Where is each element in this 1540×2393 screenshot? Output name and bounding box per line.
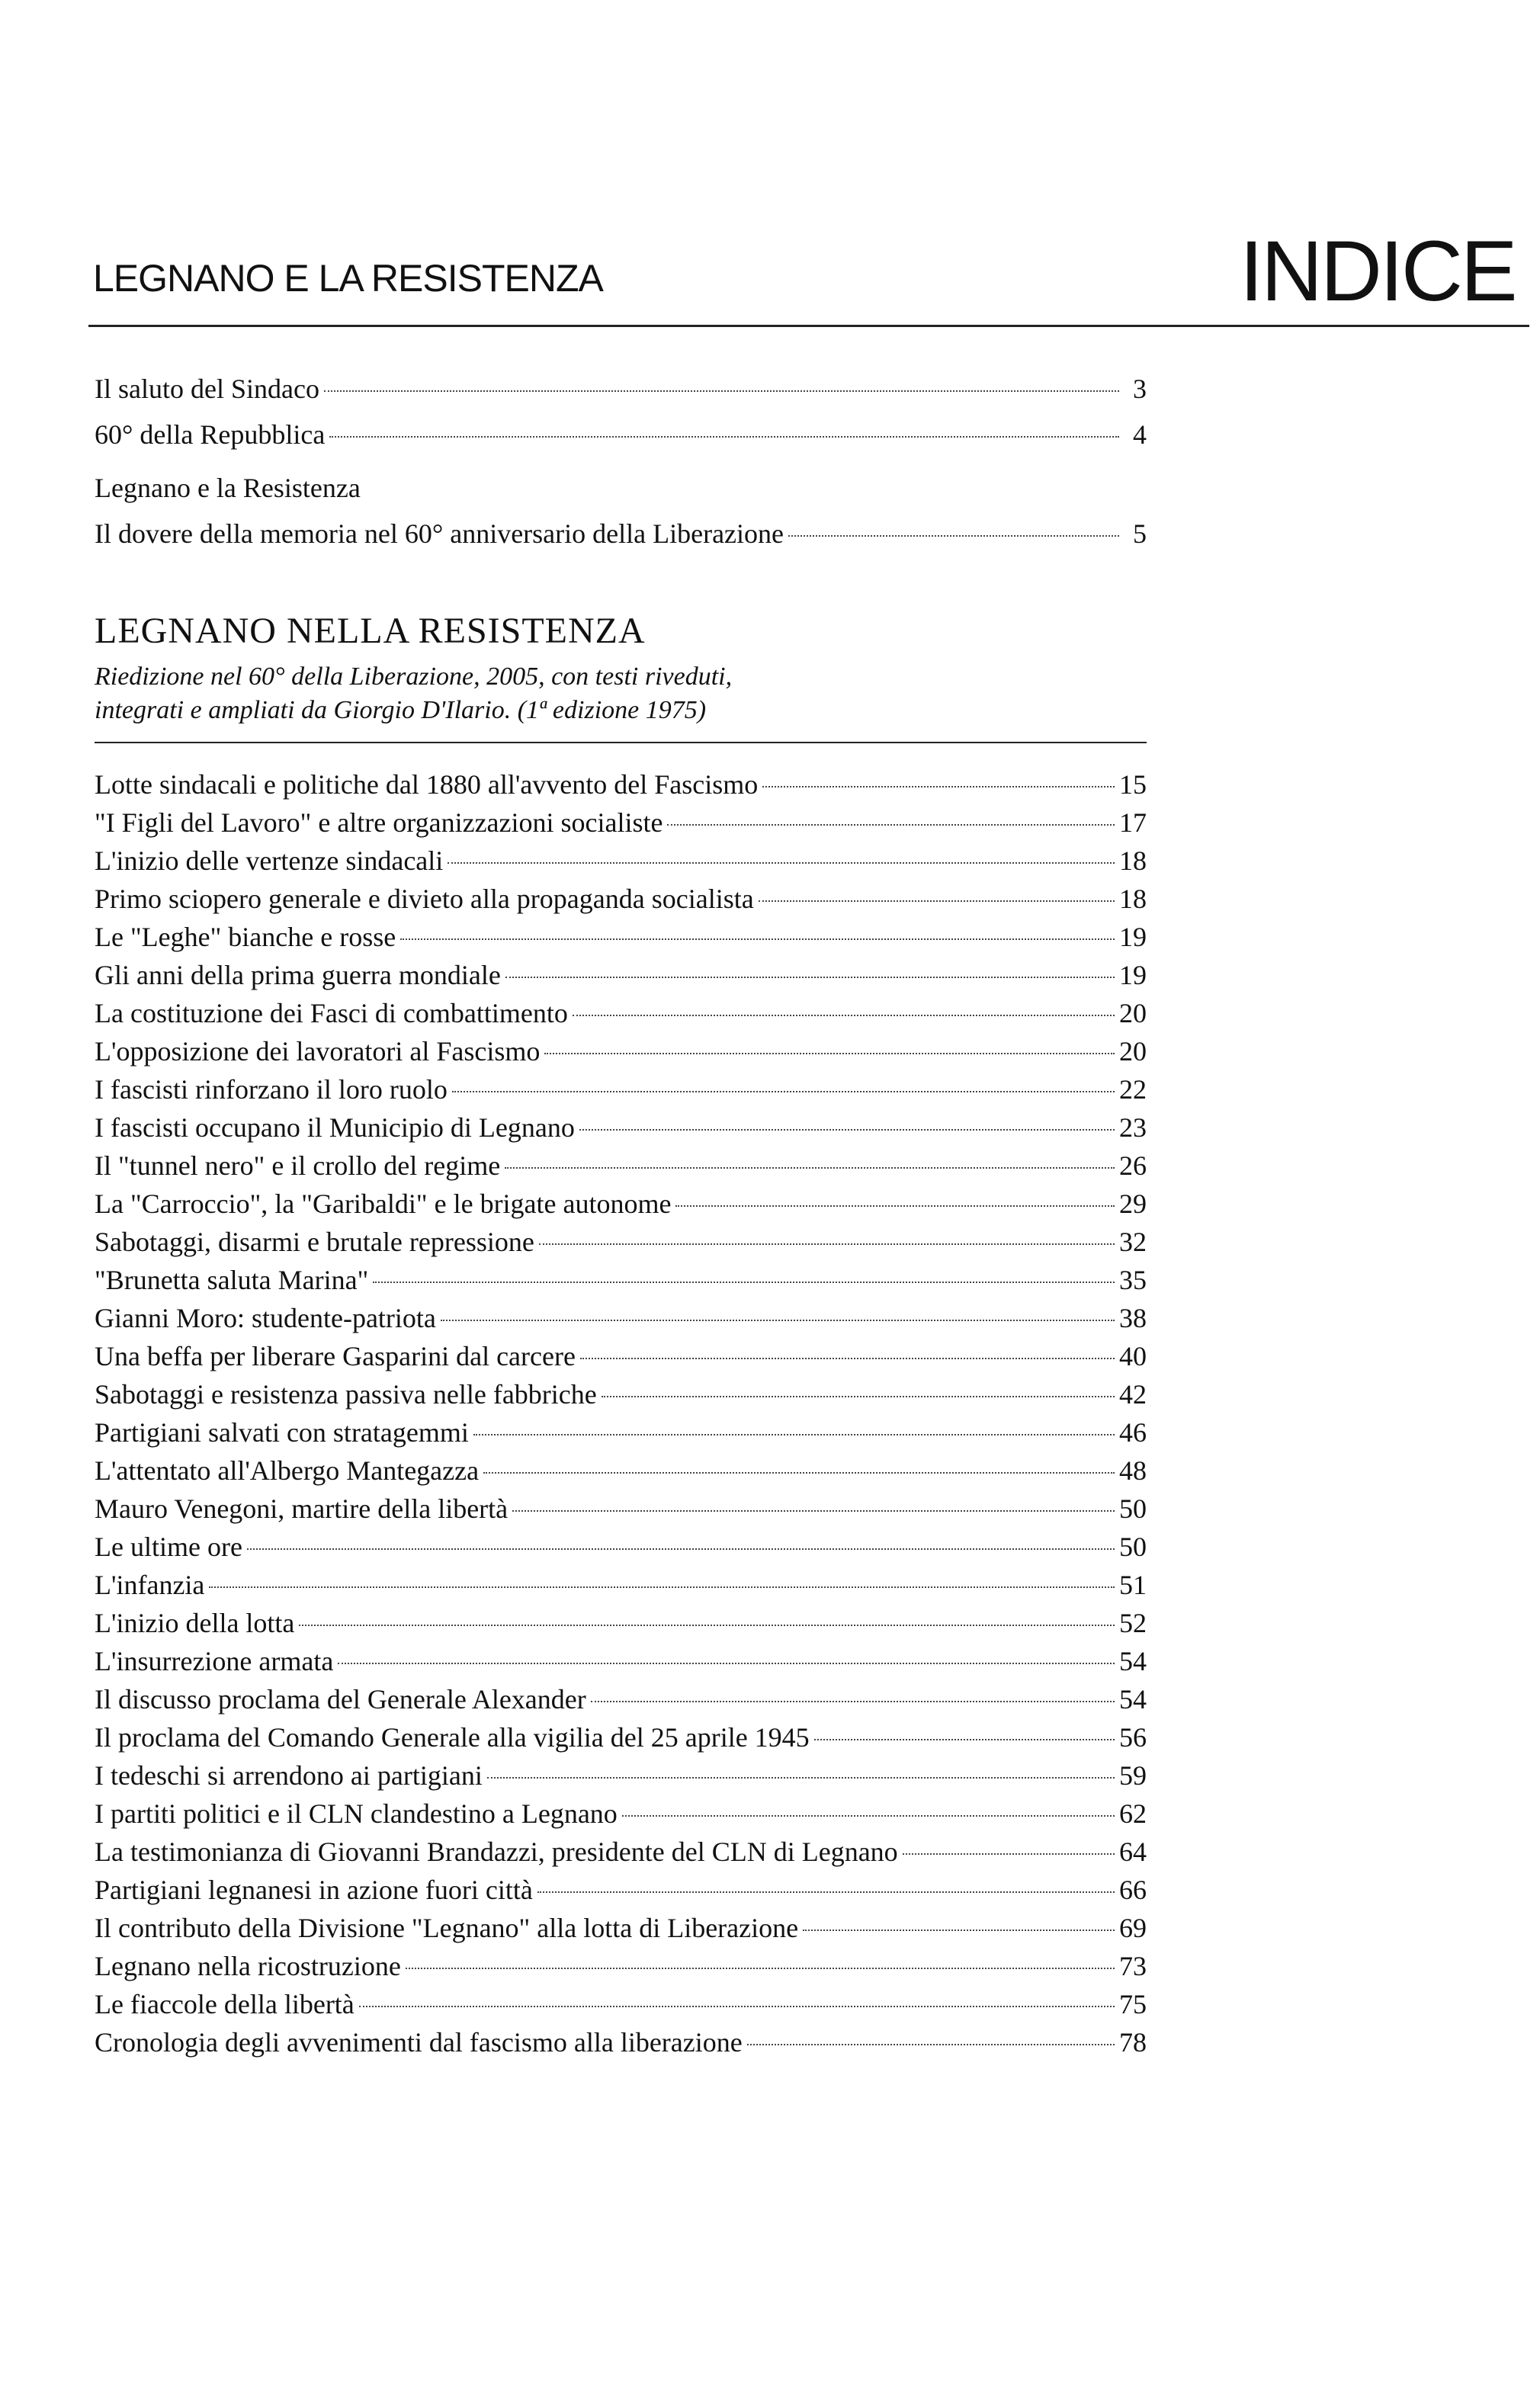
chapter-page: 48 bbox=[1119, 1455, 1147, 1486]
chapter-entry bbox=[95, 1718, 1147, 1756]
dot-leader bbox=[400, 938, 1115, 940]
chapter-page: 20 bbox=[1119, 1036, 1147, 1067]
chapter-title: L'inizio della lotta bbox=[95, 1608, 295, 1638]
chapter-page: 32 bbox=[1119, 1227, 1147, 1257]
chapter-title: I tedeschi si arrendono ai partigiani bbox=[95, 1760, 483, 1791]
dot-leader bbox=[762, 786, 1115, 788]
dot-leader bbox=[473, 1434, 1115, 1435]
chapter-title: La "Carroccio", la "Garibaldi" e le brigate autonome bbox=[95, 1188, 672, 1219]
dot-leader bbox=[338, 1663, 1115, 1664]
chapter-entry bbox=[95, 1108, 1147, 1147]
chapter-title: L'attentato all'Albergo Mantegazza bbox=[95, 1455, 480, 1486]
chapter-title: Mauro Venegoni, martire della libertà bbox=[95, 1493, 509, 1524]
chapter-page: 22 bbox=[1119, 1074, 1147, 1105]
dot-leader bbox=[373, 1282, 1115, 1283]
dot-leader bbox=[788, 535, 1119, 537]
dot-leader bbox=[299, 1625, 1115, 1626]
chapter-title: Legnano nella ricostruzione bbox=[95, 1951, 401, 1981]
chapter-entry bbox=[95, 1566, 1147, 1604]
chapter-page: 26 bbox=[1119, 1150, 1147, 1181]
chapter-title: L'insurrezione armata bbox=[95, 1646, 334, 1676]
header-rule bbox=[88, 325, 1529, 327]
dot-leader bbox=[814, 1739, 1115, 1740]
chapter-title: Le "Leghe" bianche e rosse bbox=[95, 922, 396, 952]
dot-leader bbox=[448, 862, 1115, 864]
dot-leader bbox=[667, 824, 1115, 826]
dot-leader bbox=[544, 1053, 1115, 1054]
dot-leader bbox=[487, 1777, 1115, 1779]
chapter-title: Lotte sindacali e politiche dal 1880 all'avvento del Fascismo bbox=[95, 769, 759, 800]
chapter-entry bbox=[95, 1452, 1147, 1490]
chapter-page: 54 bbox=[1119, 1646, 1147, 1676]
chapter-title: Il discusso proclama del Generale Alexander bbox=[95, 1684, 586, 1715]
intro-group-heading: Legnano e la Resistenza bbox=[95, 473, 361, 503]
chapter-page: 75 bbox=[1119, 1989, 1147, 2019]
chapter-title: Gli anni della prima guerra mondiale bbox=[95, 960, 501, 990]
chapter-entry bbox=[95, 1185, 1147, 1223]
chapter-page: 40 bbox=[1119, 1341, 1147, 1371]
dot-leader bbox=[505, 977, 1115, 978]
chapter-title: Sabotaggi, disarmi e brutale repressione bbox=[95, 1227, 534, 1257]
chapter-entry bbox=[95, 1756, 1147, 1795]
chapter-page: 62 bbox=[1119, 1798, 1147, 1829]
chapter-entry bbox=[95, 1413, 1147, 1452]
chapter-entry bbox=[95, 1223, 1147, 1261]
chapter-entry bbox=[95, 1909, 1147, 1947]
toc-entry-title: Il dovere della memoria nel 60° anniversario della Liberazione bbox=[95, 518, 784, 549]
dot-leader bbox=[505, 1167, 1115, 1169]
intro-toc bbox=[95, 366, 1147, 557]
dot-leader bbox=[591, 1701, 1115, 1702]
chapter-page: 15 bbox=[1119, 769, 1147, 800]
chapter-page: 66 bbox=[1119, 1875, 1147, 1905]
section-heading: LEGNANO NELLA RESISTENZA bbox=[95, 611, 646, 651]
chapter-title: "I Figli del Lavoro" e altre organizzazioni socialiste bbox=[95, 807, 663, 838]
chapter-title: Cronologia degli avvenimenti dal fascismo alla liberazione bbox=[95, 2027, 743, 2058]
chapter-title: Le ultime ore bbox=[95, 1532, 242, 1562]
chapter-entry bbox=[95, 1795, 1147, 1833]
chapter-entry bbox=[95, 1070, 1147, 1108]
toc-entry-page: 4 bbox=[1133, 419, 1147, 450]
chapter-title: Partigiani legnanesi in azione fuori città bbox=[95, 1875, 533, 1905]
section-subtitle-line: integrati e ampliati da Giorgio D'Ilario. (1ª edizione 1975) bbox=[95, 696, 707, 724]
dot-leader bbox=[512, 1510, 1115, 1512]
book-title: LEGNANO E LA RESISTENZA bbox=[93, 257, 603, 300]
chapter-entry bbox=[95, 1642, 1147, 1680]
toc-entry bbox=[95, 412, 1147, 457]
chapter-page: 78 bbox=[1119, 2027, 1147, 2058]
toc-entry-title: Il saluto del Sindaco bbox=[95, 374, 319, 404]
chapter-page: 46 bbox=[1119, 1417, 1147, 1448]
dot-leader bbox=[537, 1891, 1115, 1893]
toc-entry-title: 60° della Repubblica bbox=[95, 419, 326, 450]
chapter-entry bbox=[95, 1337, 1147, 1375]
chapter-page: 54 bbox=[1119, 1684, 1147, 1715]
chapter-page: 35 bbox=[1119, 1265, 1147, 1295]
chapter-page: 51 bbox=[1119, 1570, 1147, 1600]
dot-leader bbox=[483, 1472, 1115, 1474]
chapter-title: I fascisti rinforzano il loro ruolo bbox=[95, 1074, 448, 1105]
chapter-entry bbox=[95, 1375, 1147, 1413]
chapter-page: 64 bbox=[1119, 1836, 1147, 1867]
chapter-page: 29 bbox=[1119, 1188, 1147, 1219]
chapter-title: L'inizio delle vertenze sindacali bbox=[95, 845, 444, 876]
chapter-page: 50 bbox=[1119, 1493, 1147, 1524]
chapter-page: 17 bbox=[1119, 807, 1147, 838]
chapter-page: 50 bbox=[1119, 1532, 1147, 1562]
chapter-entry bbox=[95, 842, 1147, 880]
chapter-title: Primo sciopero generale e divieto alla propaganda socialista bbox=[95, 884, 754, 914]
toc-entry bbox=[95, 366, 1147, 412]
chapter-entry bbox=[95, 956, 1147, 994]
chapter-entry bbox=[95, 2023, 1147, 2061]
chapter-title: "Brunetta saluta Marina" bbox=[95, 1265, 369, 1295]
chapter-entry bbox=[95, 918, 1147, 956]
dot-leader bbox=[622, 1815, 1115, 1817]
toc-entry bbox=[95, 511, 1147, 557]
chapter-entry bbox=[95, 1604, 1147, 1642]
chapter-entry bbox=[95, 1833, 1147, 1871]
chapter-title: L'infanzia bbox=[95, 1570, 205, 1600]
dot-leader bbox=[573, 1015, 1115, 1016]
dot-leader bbox=[539, 1243, 1115, 1245]
chapter-page: 19 bbox=[1119, 922, 1147, 952]
section-subtitle-line: Riedizione nel 60° della Liberazione, 2005, con testi riveduti, bbox=[95, 662, 733, 691]
dot-leader bbox=[579, 1129, 1115, 1131]
chapter-page: 73 bbox=[1119, 1951, 1147, 1981]
toc-entry-page: 3 bbox=[1133, 374, 1147, 404]
dot-leader bbox=[324, 390, 1119, 392]
chapter-title: I partiti politici e il CLN clandestino a Legnano bbox=[95, 1798, 618, 1829]
chapter-entry bbox=[95, 1871, 1147, 1909]
dot-leader bbox=[747, 2044, 1115, 2045]
chapter-entry bbox=[95, 1299, 1147, 1337]
chapter-entry bbox=[95, 1261, 1147, 1299]
chapter-entry bbox=[95, 1147, 1147, 1185]
chapter-page: 56 bbox=[1119, 1722, 1147, 1753]
chapter-list bbox=[95, 765, 1147, 2061]
chapter-entry bbox=[95, 765, 1147, 804]
section-subtitle bbox=[95, 660, 1147, 727]
toc-entry-page: 5 bbox=[1133, 518, 1147, 549]
chapter-page: 59 bbox=[1119, 1760, 1147, 1791]
chapter-title: Sabotaggi e resistenza passiva nelle fabbriche bbox=[95, 1379, 597, 1410]
index-heading: INDICE bbox=[1240, 223, 1516, 319]
chapter-page: 19 bbox=[1119, 960, 1147, 990]
chapter-title: Una beffa per liberare Gasparini dal carcere bbox=[95, 1341, 576, 1371]
chapter-title: Gianni Moro: studente-patriota bbox=[95, 1303, 436, 1333]
dot-leader bbox=[675, 1205, 1115, 1207]
chapter-title: L'opposizione dei lavoratori al Fascismo bbox=[95, 1036, 541, 1067]
chapter-title: Le fiaccole della libertà bbox=[95, 1989, 355, 2019]
chapter-entry bbox=[95, 804, 1147, 842]
chapter-page: 18 bbox=[1119, 884, 1147, 914]
dot-leader bbox=[441, 1320, 1115, 1321]
chapter-title: Il contributo della Divisione "Legnano" alla lotta di Liberazione bbox=[95, 1913, 799, 1943]
chapter-page: 52 bbox=[1119, 1608, 1147, 1638]
chapter-title: La testimonianza di Giovanni Brandazzi, presidente del CLN di Legnano bbox=[95, 1836, 898, 1867]
chapter-page: 18 bbox=[1119, 845, 1147, 876]
dot-leader bbox=[580, 1358, 1115, 1359]
chapter-entry bbox=[95, 1947, 1147, 1985]
section-rule bbox=[95, 742, 1147, 743]
chapter-entry bbox=[95, 880, 1147, 918]
chapter-title: Il "tunnel nero" e il crollo del regime bbox=[95, 1150, 501, 1181]
chapter-page: 69 bbox=[1119, 1913, 1147, 1943]
chapter-entry bbox=[95, 1528, 1147, 1566]
chapter-entry bbox=[95, 1680, 1147, 1718]
dot-leader bbox=[329, 436, 1119, 438]
chapter-entry bbox=[95, 1985, 1147, 2023]
chapter-page: 20 bbox=[1119, 998, 1147, 1028]
dot-leader bbox=[759, 900, 1115, 902]
chapter-page: 42 bbox=[1119, 1379, 1147, 1410]
dot-leader bbox=[359, 2006, 1115, 2007]
chapter-entry bbox=[95, 1032, 1147, 1070]
chapter-page: 38 bbox=[1119, 1303, 1147, 1333]
dot-leader bbox=[406, 1968, 1115, 1969]
dot-leader bbox=[209, 1586, 1115, 1588]
dot-leader bbox=[903, 1853, 1115, 1855]
chapter-title: I fascisti occupano il Municipio di Legnano bbox=[95, 1112, 575, 1143]
dot-leader bbox=[247, 1548, 1115, 1550]
chapter-entry bbox=[95, 1490, 1147, 1528]
chapter-title: Il proclama del Comando Generale alla vigilia del 25 aprile 1945 bbox=[95, 1722, 810, 1753]
dot-leader bbox=[452, 1091, 1115, 1092]
chapter-page: 23 bbox=[1119, 1112, 1147, 1143]
dot-leader bbox=[602, 1396, 1115, 1397]
dot-leader bbox=[803, 1929, 1115, 1931]
chapter-title: Partigiani salvati con stratagemmi bbox=[95, 1417, 469, 1448]
chapter-title: La costituzione dei Fasci di combattimento bbox=[95, 998, 568, 1028]
chapter-entry bbox=[95, 994, 1147, 1032]
